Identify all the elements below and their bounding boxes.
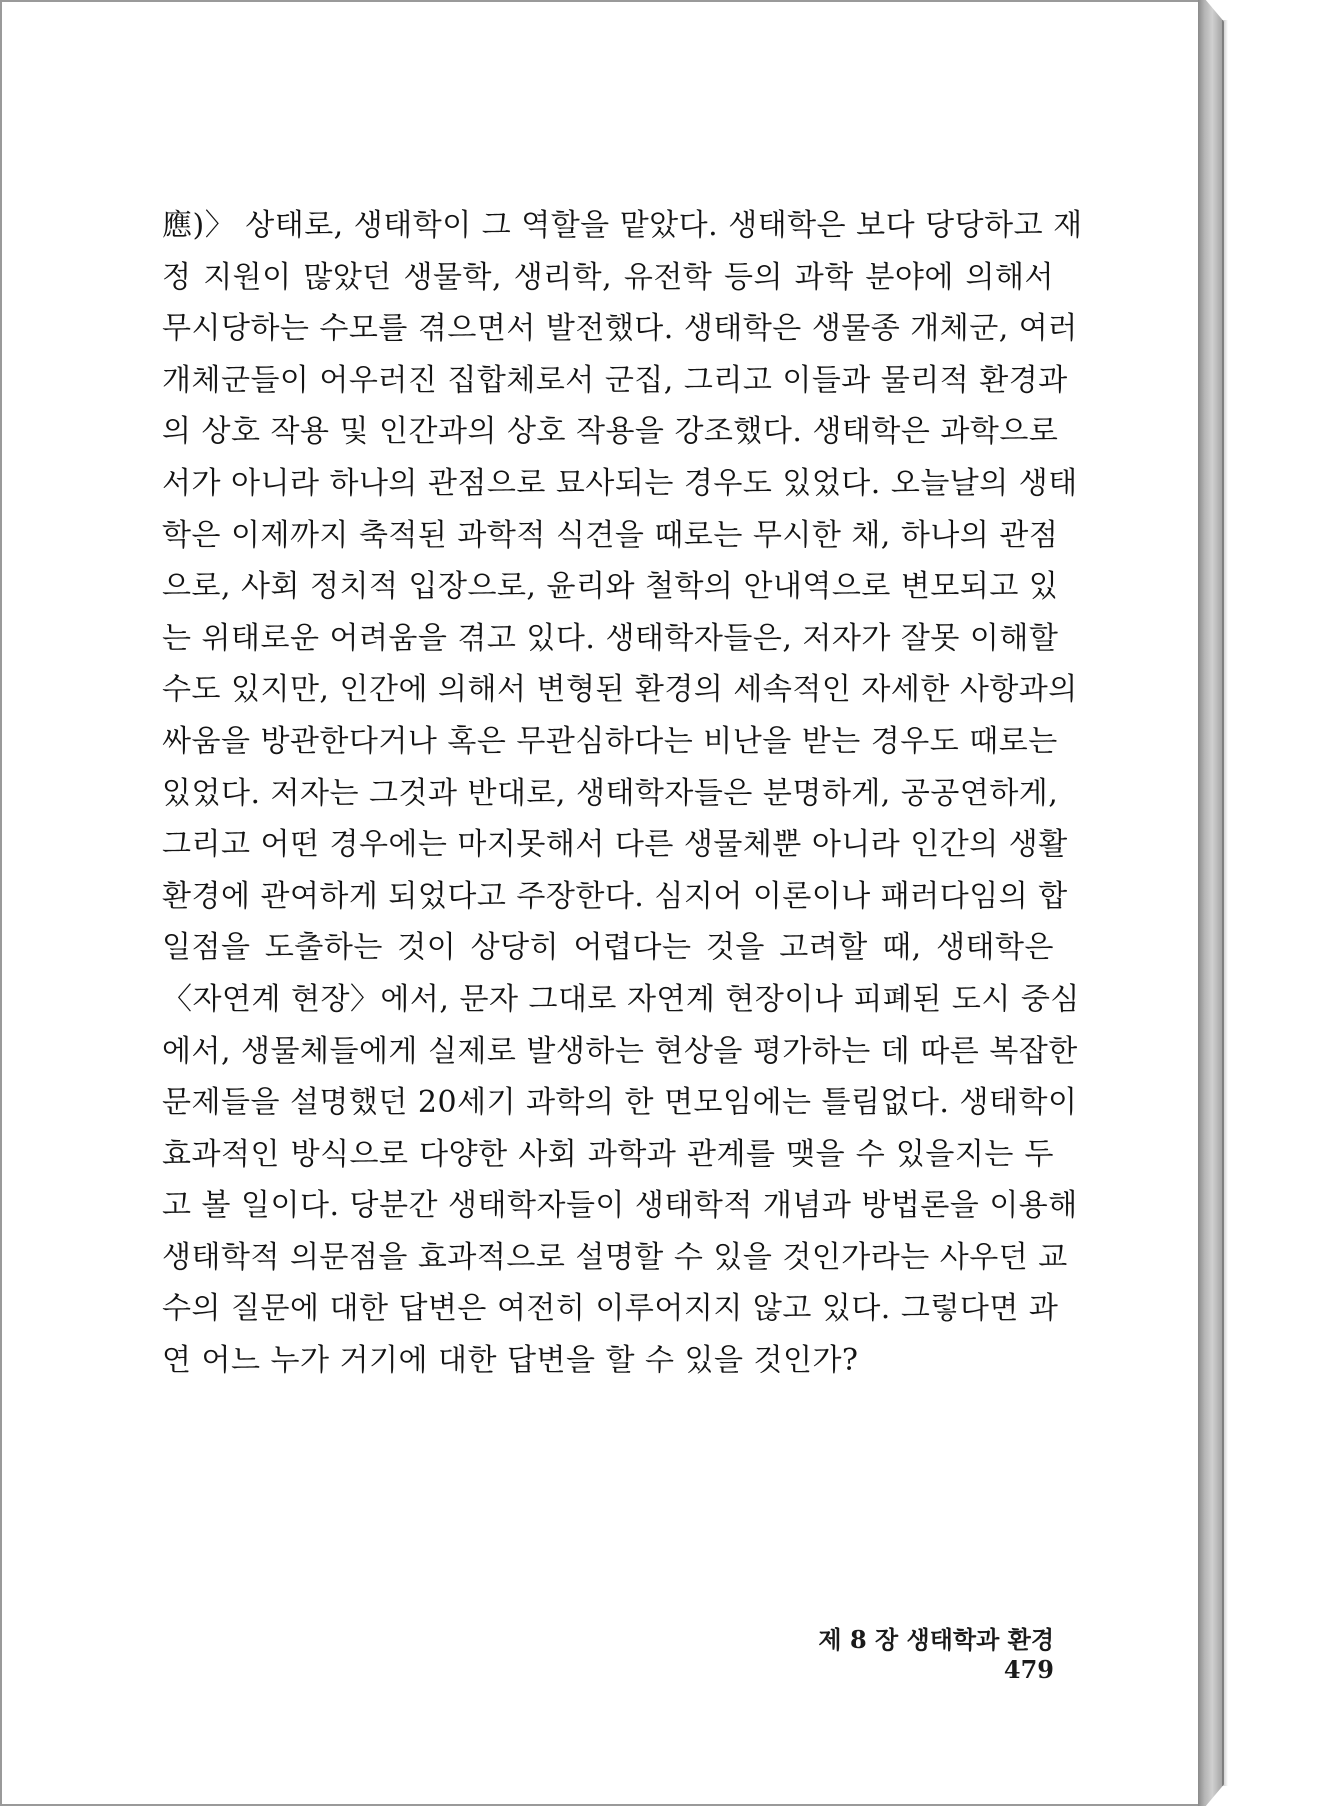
text-line: 생태학적 의문점을 효과적으로 설명할 수 있을 것인가라는 사우던 교: [162, 1239, 1068, 1275]
page-shadow: [1222, 20, 1228, 1786]
running-footer: [772, 1620, 1054, 1684]
text-line: 의 상호 작용 및 인간과의 상호 작용을 강조했다. 생태학은 과학으로: [162, 414, 1059, 450]
text-line: 〈자연계 현장〉에서, 문자 그대로 자연계 현장이나 피폐된 도시 중심: [162, 981, 1080, 1017]
text-line: 연 어느 누가 거기에 대한 답변을 할 수 있을 것인가?: [162, 1343, 859, 1379]
text-line: 개체군들이 어우러진 집합체로서 군집, 그리고 이들과 물리적 환경과: [162, 362, 1068, 398]
text-line: 수의 질문에 대한 답변은 여전히 이루어지지 않고 있다. 그렇다면 과: [162, 1291, 1059, 1327]
text-line: 문제들을 설명했던 20세기 과학의 한 면모임에는 틀림없다. 생태학이: [162, 1085, 1078, 1121]
text-line: 으로, 사회 정치적 입장으로, 윤리와 철학의 안내역으로 변모되고 있: [162, 569, 1059, 605]
page-stack-edge: [1198, 0, 1224, 1806]
text-line: 효과적인 방식으로 다양한 사회 과학과 관계를 맺을 수 있을지는 두: [162, 1136, 1054, 1172]
text-line: 학은 이제까지 축적된 과학적 식견을 때로는 무시한 채, 하나의 관점: [162, 517, 1059, 553]
chapter-title: 제 8 장 생태학과 환경: [818, 1625, 1054, 1654]
text-line: 는 위태로운 어려움을 겪고 있다. 생태학자들은, 저자가 잘못 이해할: [162, 620, 1059, 656]
text-line: 그리고 어떤 경우에는 마지못해서 다른 생물체뿐 아니라 인간의 생활: [162, 827, 1068, 863]
text-line: 일점을 도출하는 것이 상당히 어렵다는 것을 고려할 때, 생태학은: [162, 930, 1054, 966]
text-line: 있었다. 저자는 그것과 반대로, 생태학자들은 분명하게, 공공연하게,: [162, 775, 1059, 811]
text-line: 환경에 관여하게 되었다고 주장한다. 심지어 이론이나 패러다임의 합: [162, 878, 1068, 914]
text-line: 수도 있지만, 인간에 의해서 변형된 환경의 세속적인 자세한 사항과의: [162, 672, 1078, 708]
body-text: [162, 200, 1083, 1387]
text-line: 싸움을 방관한다거나 혹은 무관심하다는 비난을 받는 경우도 때로는: [162, 723, 1058, 759]
text-line: 무시당하는 수모를 겪으면서 발전했다. 생태학은 생물종 개체군, 여러: [162, 311, 1078, 347]
text-line: 應)〉 상태로, 생태학이 그 역할을 맡았다. 생태학은 보다 당당하고 재: [162, 208, 1083, 243]
text-line: 고 볼 일이다. 당분간 생태학자들이 생태학적 개념과 방법론을 이용해: [162, 1188, 1078, 1224]
text-line: 서가 아니라 하나의 관점으로 묘사되는 경우도 있었다. 오늘날의 생태: [162, 465, 1078, 501]
text-line: 에서, 생물체들에게 실제로 발생하는 현상을 평가하는 데 따른 복잡한: [162, 1033, 1078, 1069]
text-line: 정 지원이 많았던 생물학, 생리학, 유전학 등의 과학 분야에 의해서: [162, 259, 1054, 295]
page-number: 479: [1003, 1655, 1054, 1684]
